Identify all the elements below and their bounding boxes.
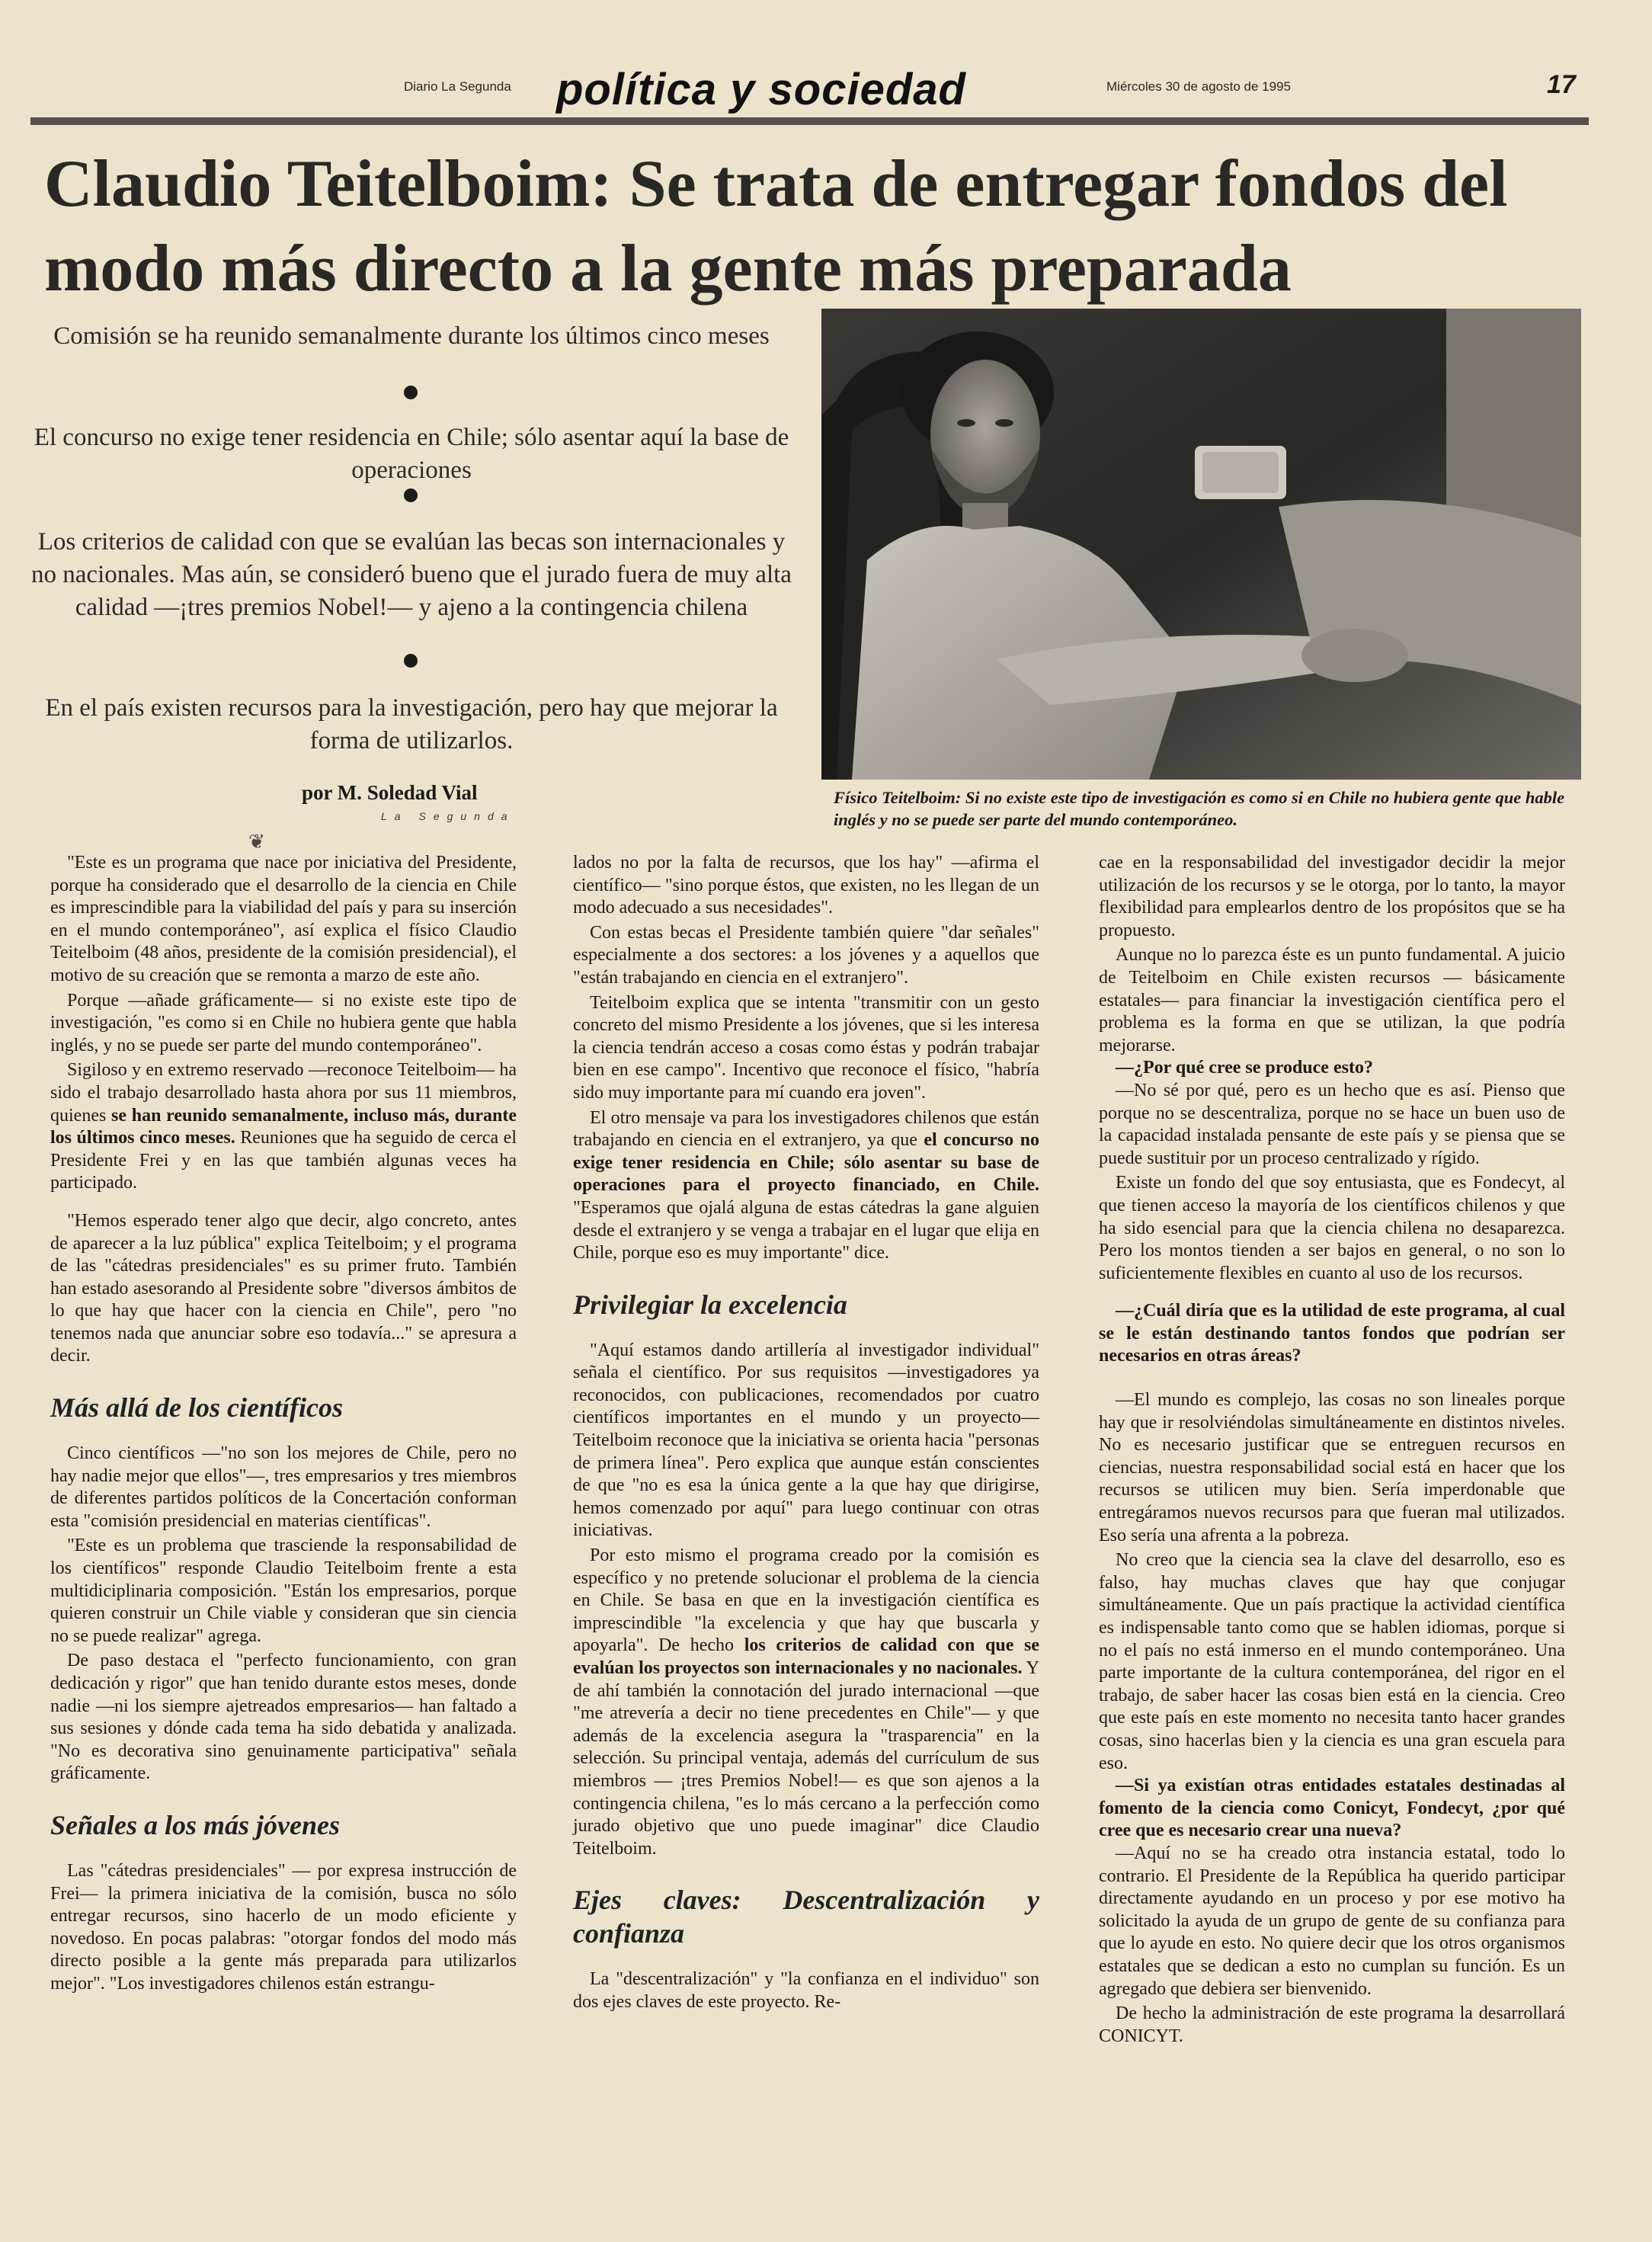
byline-outlet: La Segunda <box>381 810 515 822</box>
portrait-photo <box>821 309 1581 780</box>
paragraph: —El mundo es complejo, las cosas no son lineales porque hay que ir resolviéndolas simultáneamente en distintos niveles. No es necesario justificar que se entreguen recursos en ciencias, nuestra responsabilidad social está en hacer que los recursos se utilicen muy bien. Sería imperdonable que entregáramos nuevos recursos para que fueran mal utilizados. Eso sería una afrenta a la pobreza. <box>1099 1390 1565 1545</box>
deck-4: En el país existen recursos para la investigación, pero hay que mejorar la forma de utilizarlos. <box>45 694 778 754</box>
paragraph: Existe un fondo del que soy entusiasta, que es Fondecyt, al que tienen acceso la mayoría de los científicos chilenos y que ha sido esencial para que la ciencia chilena no desaparezca. Pero los montos tienden a ser bajos en general, o no son lo suficientemente flexibles en cuanto al uso de los recursos. <box>1099 1173 1565 1283</box>
header-rule <box>30 117 1589 125</box>
article-column-3 <box>1099 852 1565 2048</box>
section-title: política y sociedad <box>556 65 966 114</box>
paragraph: "Este es un problema que trasciende la responsabilidad de los científicos" responde Claudio Teitelboim frente a esta multidiciplinaria composición. "Están los empresarios, porque quieren construir un Chile viable y consideran que sin ciencia no se puede realizar" agrega. <box>50 1536 517 1646</box>
paragraph <box>50 1059 517 1195</box>
paragraph <box>573 1107 1039 1265</box>
paragraph: Cinco científicos —"no son los mejores de Chile, pero no hay nadie mejor que ellos"—, tres empresarios y tres miembros de diferentes partidos políticos de la Concertación conforman esta "comisión presidencial en materias científicas". <box>50 1443 517 1531</box>
paragraph: —No sé por qué, pero es un hecho que es así. Pienso que porque no se descentraliza, porque no se hace un buen uso de la capacidad instalada pensante de este país y se piensa que se puede sustituir por un proceso centralizado y rígido. <box>1099 1080 1565 1168</box>
article-column-1 <box>50 852 517 1996</box>
deck-2: El concurso no exige tener residencia en Chile; sólo asentar aquí la base de operaciones <box>34 424 789 484</box>
newspaper-name: Diario La Segunda <box>404 79 511 94</box>
subheading: Ejes claves: Descentralización y confianza <box>573 1885 1039 1949</box>
paragraph <box>573 1545 1039 1860</box>
ornament-icon: ❦ <box>248 831 265 853</box>
paragraph: De hecho la administración de este programa la desarrollará CONICYT. <box>1099 2003 1565 2046</box>
article-headline: Claudio Teitelboim: Se trata de entregar fondos del modo más directo a la gente más preparada <box>44 147 1508 306</box>
interview-question: —¿Por qué cree se produce esto? <box>1116 1058 1373 1078</box>
paragraph: La "descentralización" y "la confianza en el individuo" son dos ejes claves de este proyecto. Re- <box>573 1969 1039 2012</box>
deck-bullet <box>404 654 418 668</box>
photo-caption: Físico Teitelboim: Si no existe este tipo de investigación es como si en Chile no hubiera gente que hable inglés y no se puede ser parte del mundo contemporáneo. <box>834 788 1565 829</box>
byline-author: por M. Soledad Vial <box>302 781 478 804</box>
text-run: Por esto mismo el programa creado por la comisión es específico y no pretende solucionar el problema de la ciencia en Chile. Se basa en que en la investigación científica es imprescindible "la excelencia y que hay que buscarla y apoyarla". De hecho <box>573 1545 1039 1656</box>
article-column-2 <box>573 852 1039 2014</box>
paragraph: De paso destaca el "perfecto funcionamiento, con gran dedicación y rigor" que han tenido durante estos meses, donde nadie —ni los siempre ajetreados empresarios— han faltado a sus sesiones y dónde cada tema ha sido debatida y analizada. "No es decorativa sino genuinamente participativa" señala gráficamente. <box>50 1651 517 1784</box>
text-run: Sigiloso y en extremo reservado —reconoce Teitelboim— ha sido el trabajo desarrollado hasta ahora por sus 11 miembros, quienes <box>50 1060 517 1126</box>
deck-1: Comisión se ha reunido semanalmente durante los últimos cinco meses <box>53 322 770 350</box>
paragraph: "Aquí estamos dando artillería al investigador individual" señala el científico. Por sus requisitos —investigadores ya reconocidos, con publicaciones, recomendados por cuatro científicos importantes en el mundo y un proyecto— Teitelboim reconoce que la iniciativa se orienta hacia "personas de primera línea". Pero explica que aunque están conscientes de que "no es esa la única gente a la que hay que dirigirse, hemos comenzado por aquí" para luego continuar con otras iniciativas. <box>573 1340 1039 1541</box>
bold-text-run: se han reunido semanalmente, incluso más, durante los últimos cinco meses. <box>50 1105 517 1148</box>
page-number: 17 <box>1547 70 1576 99</box>
paragraph: No creo que la ciencia sea la clave del desarrollo, eso es falso, hay muchas claves que hay que conjugar simultáneamente. Que un país practique la actividad científica es indispensable tanto como que se hablen idiomas, porque si no el país no está inmerso en el mundo contemporáneo. Una parte importante de la cultura contemporánea, del rigor en el trabajo, de saber hacer las cosas bien está en la ciencia. Creo que este país en este momento no necesita tanto hacer grandes cosas, sino hacerlas bien y la ciencia es una gran escuela para eso. <box>1099 1550 1565 1773</box>
deck-3: Los criterios de calidad con que se evalúan las becas son internacionales y no nacionales. Mas aún, se consideró bueno que el jurado fuera de muy alta calidad —¡tres premios Nobel!— y ajeno a la contingencia chilena <box>31 528 792 621</box>
bold-text-run: el concurso no exige tener residencia en Chile; sólo asentar su base de operaciones para el proyecto financiado, en Chile. <box>573 1130 1039 1196</box>
text-run: Reuniones que ha seguido de cerca el Presidente Frei y en las que también algunas veces ha participado. <box>50 1128 517 1193</box>
paragraph: cae en la responsabilidad del investigador decidir la mejor utilización de los recursos y se le otorga, por lo tanto, la mayor flexibilidad para emplearlos dentro de los propósitos que se ha propuesto. <box>1099 853 1565 940</box>
text-run: El otro mensaje va para los investigadores chilenos que están trabajando en ciencia en el extranjero, ya que <box>573 1107 1039 1151</box>
bold-text-run: los criterios de calidad con que se evalúan los proyectos son internacionales y no nacionales. <box>573 1635 1040 1678</box>
spacer <box>1099 1368 1565 1389</box>
paragraph: Porque —añade gráficamente— si no existe este tipo de investigación, "es como si en Chile no hubiera gente que habla inglés, y no se puede ser parte del mundo contemporáneo". <box>50 990 517 1055</box>
paragraph: lados no por la falta de recursos, que los hay" —afirma el científico— "sino porque éstos, que existen, no les llegan de un modo adecuado a sus necesidades". <box>573 853 1039 918</box>
text-run: Y de ahí también la connotación del jurado internacional —que "me atrevería a decir no tiene precedentes en Chile"— y que además de la excelencia asegura la "trasparencia" en la selección. Su principal ventaja, además del currículum de sus miembros — ¡tres Premios Nobel!— es que son ajenos a la contingencia chilena, "es lo más cercano a la perfección como jurado objetivo que uno puede imaginar" dice Claudio Teitelboim. <box>573 1658 1039 1859</box>
subheading: Señales a los más jóvenes <box>50 1809 341 1840</box>
deck-bullet <box>404 488 418 502</box>
interview-question: —¿Cuál diría que es la utilidad de este programa, al cual se le están destinando tantos fondos que podrían ser necesarios en otras áreas? <box>1099 1301 1565 1366</box>
subheading: Más allá de los científicos <box>50 1392 343 1424</box>
interview-question: —Si ya existían otras entidades estatales destinadas al fomento de la ciencia como Conicyt, Fondecyt, ¿por qué cree que es necesario crear una nueva? <box>1099 1776 1565 1841</box>
paragraph: Las "cátedras presidenciales" — por expresa instrucción de Frei— la primera iniciativa de la comisión, busca no sólo entregar recursos, sino hacerlo de un modo eficiente y novedoso. En pocas palabras: "otorgar fondos del modo más directo posible a la gente más preparada para utilizarlos mejor". "Los investigadores chilenos están estrangu- <box>50 1860 517 1994</box>
paragraph: "Este es un programa que nace por iniciativa del Presidente, porque ha considerado que el desarrollo de la ciencia en Chile es imprescindible para la viabilidad del país y para su inserción en el mundo contemporáneo", así explica el físico Claudio Teitelboim (48 años, presidente de la comisión presidencial), el motivo de su creación que se remonta a marzo de este año. <box>50 853 517 985</box>
paragraph: Teitelboim explica que se intenta "transmitir con un gesto concreto del mismo Presidente a los jóvenes, que si les interesa la ciencia tendrán acceso a cosas como éstas y podrán trabajar bien en ese campo". Incentivo que reconoce el físico, "habría sido muy importante para mí cuando era joven". <box>573 992 1039 1103</box>
paragraph: —Aquí no se ha creado otra instancia estatal, todo lo contrario. El Presidente de la República ha querido participar directamente ayudando en un proceso y por ese motivo ha solicitado la ayuda de un grupo de gente de su confianza para que lo ayude en esto. No quiere decir que los otros organismos estatales que se dedican a esto no cumplan su función. Es un agregado que debiera ser bienvenido. <box>1099 1843 1565 1999</box>
paragraph: Con estas becas el Presidente también quiere "dar señales" especialmente a dos sectores: a los jóvenes y a aquellos que "están trabajando en ciencia en el extranjero". <box>573 922 1039 988</box>
paragraph: "Hemos esperado tener algo que decir, algo concreto, antes de aparecer a la luz pública" explica Teitelboim; y el programa de las "cátedras presidenciales" es su primer fruto. También han estado asesorando al Presidente sobre "diversos ámbitos de lo que hay que hacer con la ciencia en Chile", pero "no tenemos nada que anunciar sobre eso todavía..." se apresura a decir. <box>50 1210 517 1366</box>
paragraph: Aunque no lo parezca éste es un punto fundamental. A juicio de Teitelboim en Chile existen recursos — básicamente estatales— para financiar la investigación científica pero el problema es la forma en que se utilizan, la que podría mejorarse. <box>1099 945 1565 1055</box>
issue-date: Miércoles 30 de agosto de 1995 <box>1106 79 1291 94</box>
text-run: "Esperamos que ojalá alguna de estas cátedras la gane alguien desde el extranjero y se venga a trabajar en el lugar que elija en Chile, porque eso es muy importante" dice. <box>573 1197 1039 1264</box>
subheading: Privilegiar la excelencia <box>573 1289 847 1320</box>
deck-bullet <box>404 386 418 399</box>
